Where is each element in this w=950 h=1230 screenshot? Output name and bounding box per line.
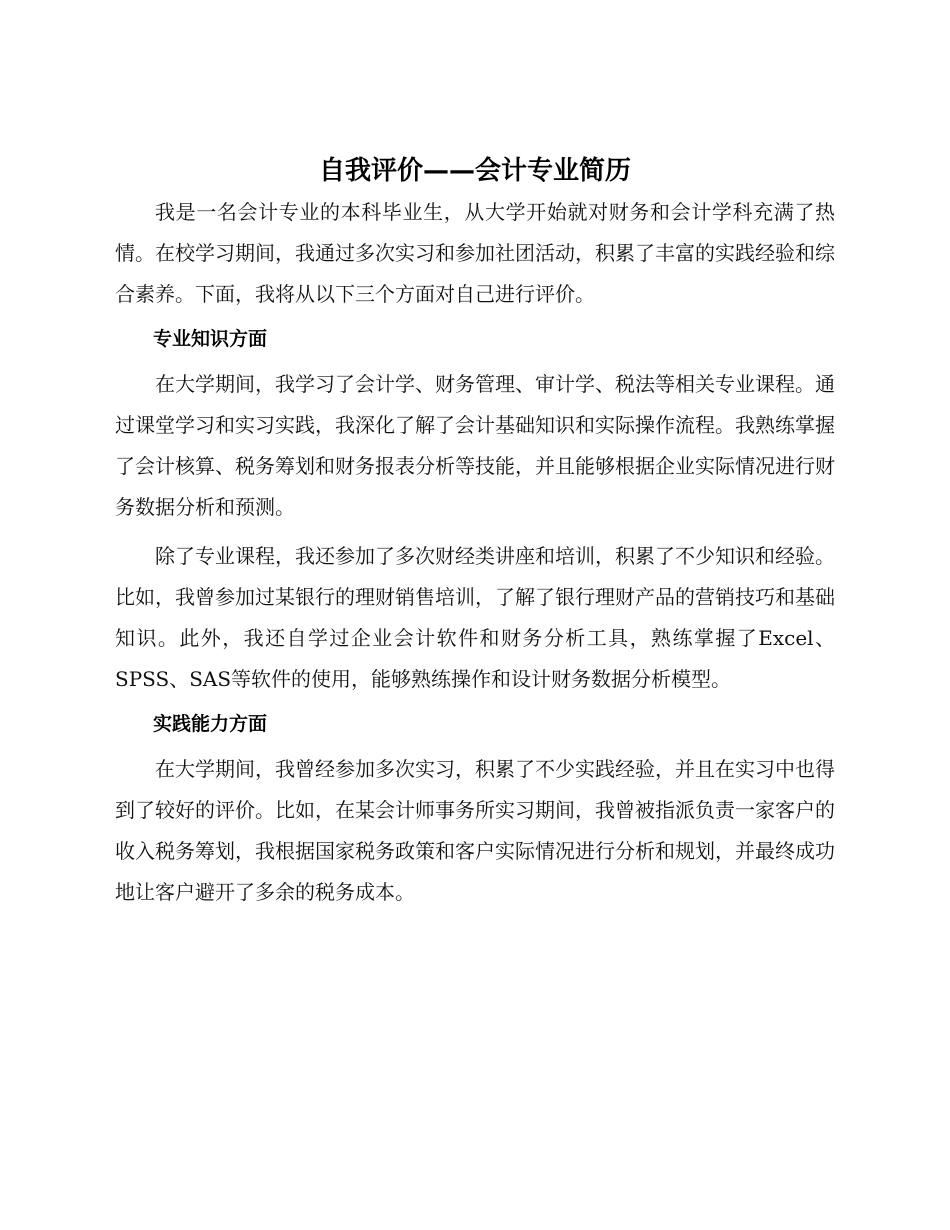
document-body [115, 150, 835, 913]
section-heading-professional-knowledge: 专业知识方面 [153, 328, 268, 350]
knowledge-paragraph-2: 除了专业课程，我还参加了多次财经类讲座和培训，积累了不少知识和经验。比如，我曾参加过某银行的理财销售培训，了解了银行理财产品的营销技巧和基础知识。此外，我还自学过企业会计软件和财务分析工具，熟练掌握了Excel、SPSS、SAS等软件的使用，能够熟练操作和设计财务数据分析模型。 [115, 544, 835, 691]
intro-paragraph: 我是一名会计专业的本科毕业生，从大学开始就对财务和会计学科充满了热情。在校学习期间，我通过多次实习和参加社团活动，积累了丰富的实践经验和综合素养。下面，我将从以下三个方面对自己进行评价。 [115, 200, 835, 306]
document-title: 自我评价——会计专业简历 [318, 156, 631, 186]
section-heading-practical-ability: 实践能力方面 [153, 713, 268, 735]
knowledge-paragraph-1: 在大学期间，我学习了会计学、财务管理、审计学、税法等相关专业课程。通过课堂学习和实习实践，我深化了解了会计基础知识和实际操作流程。我熟练掌握了会计核算、税务筹划和财务报表分析等技能，并且能够根据企业实际情况进行财务数据分析和预测。 [115, 372, 835, 519]
practice-paragraph-1: 在大学期间，我曾经参加多次实习，积累了不少实践经验，并且在实习中也得到了较好的评价。比如，在某会计师事务所实习期间，我曾被指派负责一家客户的收入税务筹划，我根据国家税务政策和客户实际情况进行分析和规划，并最终成功地让客户避开了多余的税务成本。 [115, 757, 835, 904]
spacer [115, 528, 835, 536]
